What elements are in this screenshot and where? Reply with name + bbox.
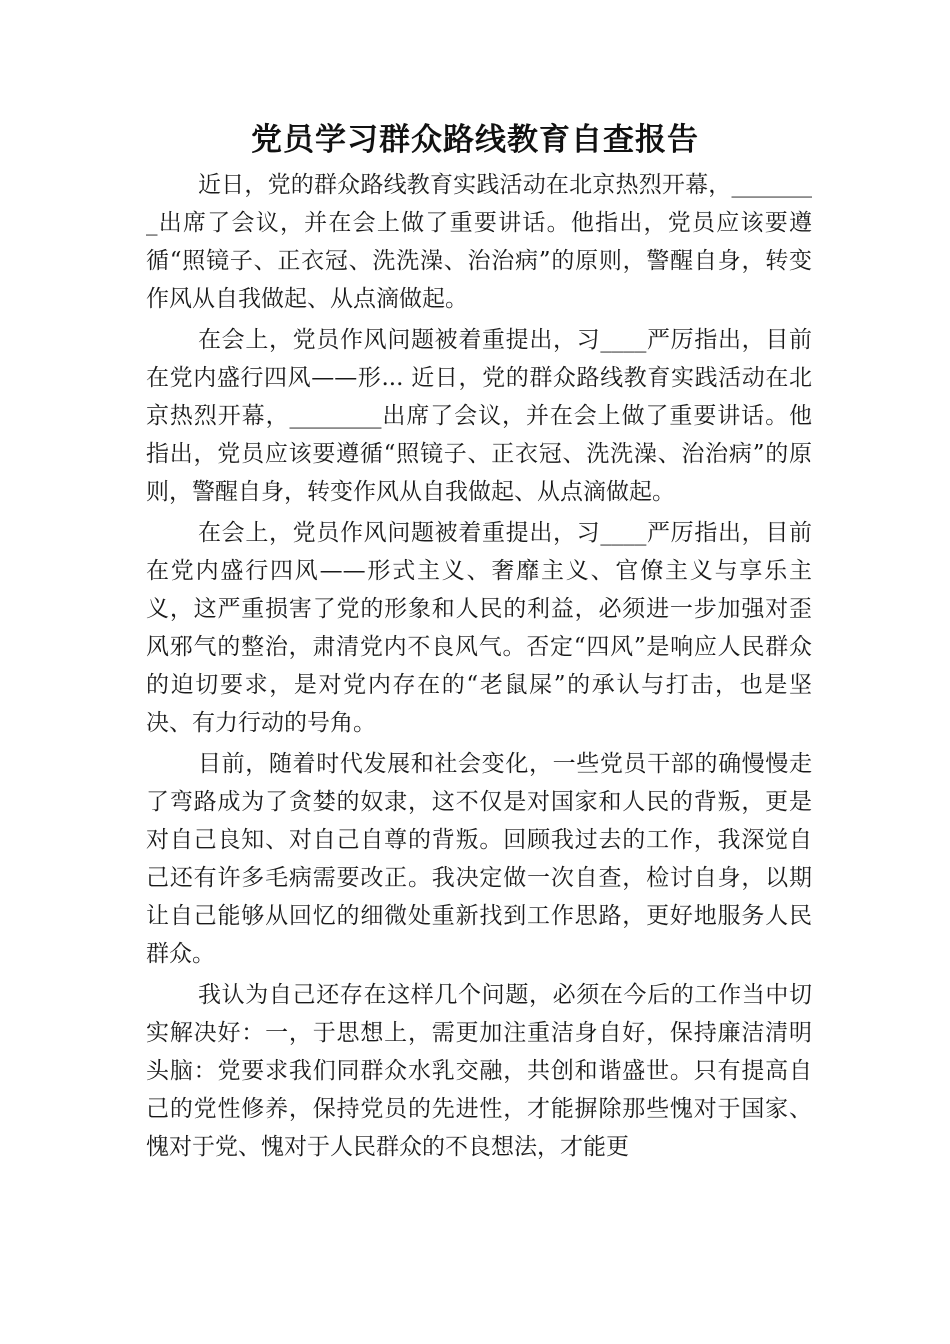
paragraph-3: 在会上，党员作风问题被着重提出，习____严厉指出，目前在党内盛行四风——形式主义、奢靡主义、官僚主义与享乐主义，这严重损害了党的形象和人民的利益，必须进一步加强对歪风邪气的整治，肃清党内不良风气。否定“四风”是响应人民群众的迫切要求，是对党内存在的“老鼠屎”的承认与打击，也是坚决、有力行动的号角。	[146, 520, 812, 736]
paragraph-1: 近日，党的群众路线教育实践活动在北京热烈开幕，________出席了会议，并在会上做了重要讲话。他指出，党员应该要遵循“照镜子、正衣冠、洗洗澡、治治病”的原则，警醒自身，转变作风从自我做起、从点滴做起。	[146, 172, 812, 312]
document-title: 党员学习群众路线教育自查报告	[251, 122, 699, 158]
paragraph-5: 我认为自己还存在这样几个问题，必须在今后的工作当中切实解决好：一，于思想上，需更加注重洁身自好，保持廉洁清明头脑：党要求我们同群众水乳交融，共创和谐盛世。只有提高自己的党性修养，保持党员的先进性，才能摒除那些愧对于国家、愧对于党、愧对于人民群众的不良想法，才能更	[146, 982, 812, 1160]
paragraph-2: 在会上，党员作风问题被着重提出，习____严厉指出，目前在党内盛行四风——形... 近日，党的群众路线教育实践活动在北京热烈开幕，________出席了会议，并在会上做了重要讲话。他指出，党员应该要遵循“照镜子、正衣冠、洗洗澡、治治病”的原则，警醒自身，转变作风从自我做起、从点滴做起。	[146, 327, 812, 505]
paragraph-4: 目前，随着时代发展和社会变化，一些党员干部的确慢慢走了弯路成为了贪婪的奴隶，这不仅是对国家和人民的背叛，更是对自己良知、对自己自尊的背叛。回顾我过去的工作，我深觉自己还有许多毛病需要改正。我决定做一次自查，检讨自身，以期让自己能够从回忆的细微处重新找到工作思路，更好地服务人民群众。	[146, 751, 812, 967]
document-body	[146, 166, 812, 1169]
